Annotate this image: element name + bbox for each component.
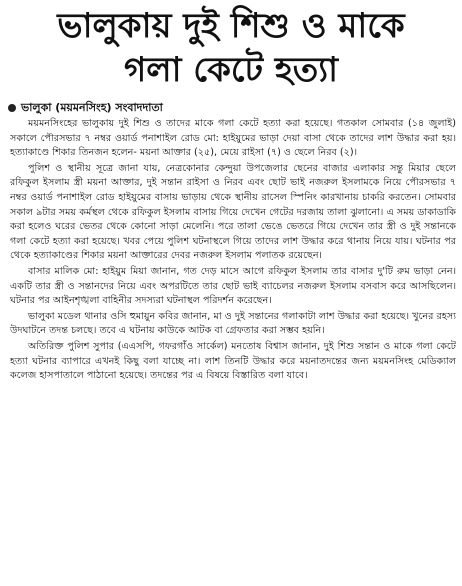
paragraph-1: ময়মনসিংহের ভালুকায় দুই শিশু ও তাদের মাকে গলা কেটে হত্যা করা হয়েছে। গতকাল সোমবার (১৪ জুলাই) সকালে পৌরসভার ৭ নম্বর ওয়ার্ড পনাশাইল রোড মো: হাইয়ুমের ভাড়া দেয়া বাসা থেকে তাদের লাশ উদ্ধার করা হয়। হত্যাকাণ্ডে শিকার তিনজন হলেন- ময়না আক্তার (২৫), মেয়ে রাইসা (৭) ও ছেলে নিরব (২)। [10, 118, 456, 159]
paragraph-3: বাসার মালিক মো: হাইয়ুম মিয়া জানান, গত দেড় মাসে আগে রফিকুল ইসলাম তার বাসার দু'টি রুম ভাড়া নেন। একটি তার স্ত্রী ও সন্তানদের নিয়ে এবং অপরটিতে তার ছোট ভাই ব্যাচেলর নজরুল ইসলাম বসবাস করে আসছিলেন। ঘটনার পর আইনশৃঙ্খলা বাহিনীর সদস্যরা ঘটনাস্থল পরিদর্শন করেছেন। [10, 265, 456, 307]
byline [8, 100, 454, 115]
headline-line-2: গলা কেটে হত্যা [123, 50, 338, 90]
paragraph-4: ভালুকা মডেল থানার ওসি হুমায়ুন কবির জানান, মা ও দুই সন্তানের গলাকাটা লাশ উদ্ধার করা হয়েছে। খুনের রহস্য উদঘাটনে তদন্ত চলছে। তবে এ ঘটনায় কাউকে আটক বা গ্রেফতার করা সম্ভব হয়নি। [10, 310, 456, 337]
headline [0, 0, 462, 92]
headline-line-1: ভালুকায় দুই শিশু ও মাকে [57, 6, 405, 46]
article-body [10, 117, 456, 384]
paragraph-5: অতিরিক্ত পুলিশ সুপার (এএসপি, গফরগাঁও সার্কেল) মনতোষ বিশ্বাস জানান, দুই শিশু সন্তান ও মাকে গলা কেটে হত্যা ঘটনার ব্যাপারে এখনই কিছু বলা যাচ্ছে না। লাশ তিনটি উদ্ধার করে ময়নাতদন্তের জন্য ময়মনসিংহ মেডিক্যাল কলেজ হাসপাতালে পাঠানো হয়েছে। তদন্তের পর এ বিষয়ে বিস্তারিত বলা যাবে। [10, 340, 456, 382]
paragraph-2: পুলিশ ও স্থানীয় সূত্রে জানা যায়, নেত্রকোনার কেন্দুয়া উপজেলার ছেনের বাজার এলাকার সন্তু মিয়ার ছেলে রফিকুল ইসলাম স্ত্রী ময়না আক্তার, দুই সন্তান রাইসা ও নিরব এবং ছোট ভাই নজরুল ইসলামকে নিয়ে পৌরসভার ৭ নম্বর ওয়ার্ড পনাশাইল রোড হাইয়ুমের বাসায় ভাড়ায় থেকে স্থানীয় রাসেল স্পিনিং কারখানায় চাকরি করতেন। সোমবার সকাল ৯টার সময় কর্মস্থল থেকে রফিকুল ইসলাম বাসায় গিয়ে দেখেন গেটের দরজায় তালা ঝুলানো। এ সময় ডাকাডাকি করা হলেও ঘরের ভেতর থেকে কোনো সাড়া মেলেনি। পরে তালা ভেঙে ভেতরে গিয়ে দেখেন তার স্ত্রী ও দুই সন্তানকে গলা কেটে হত্যা করা হয়েছে। খবর পেয়ে পুলিশ ঘটনাস্থলে গিয়ে তাদের লাশ উদ্ধার করে থানায় নিয়ে যায়। ঘটনার পর থেকে হত্যাকাণ্ডের শিকার ময়না আক্তারের দেবর নজরুল ইসলাম পলাতক রয়েছেন। [10, 162, 456, 262]
bullet-icon [8, 104, 16, 112]
byline-text: ভালুকা (ময়মনসিংহ) সংবাদদাতা [21, 101, 163, 114]
